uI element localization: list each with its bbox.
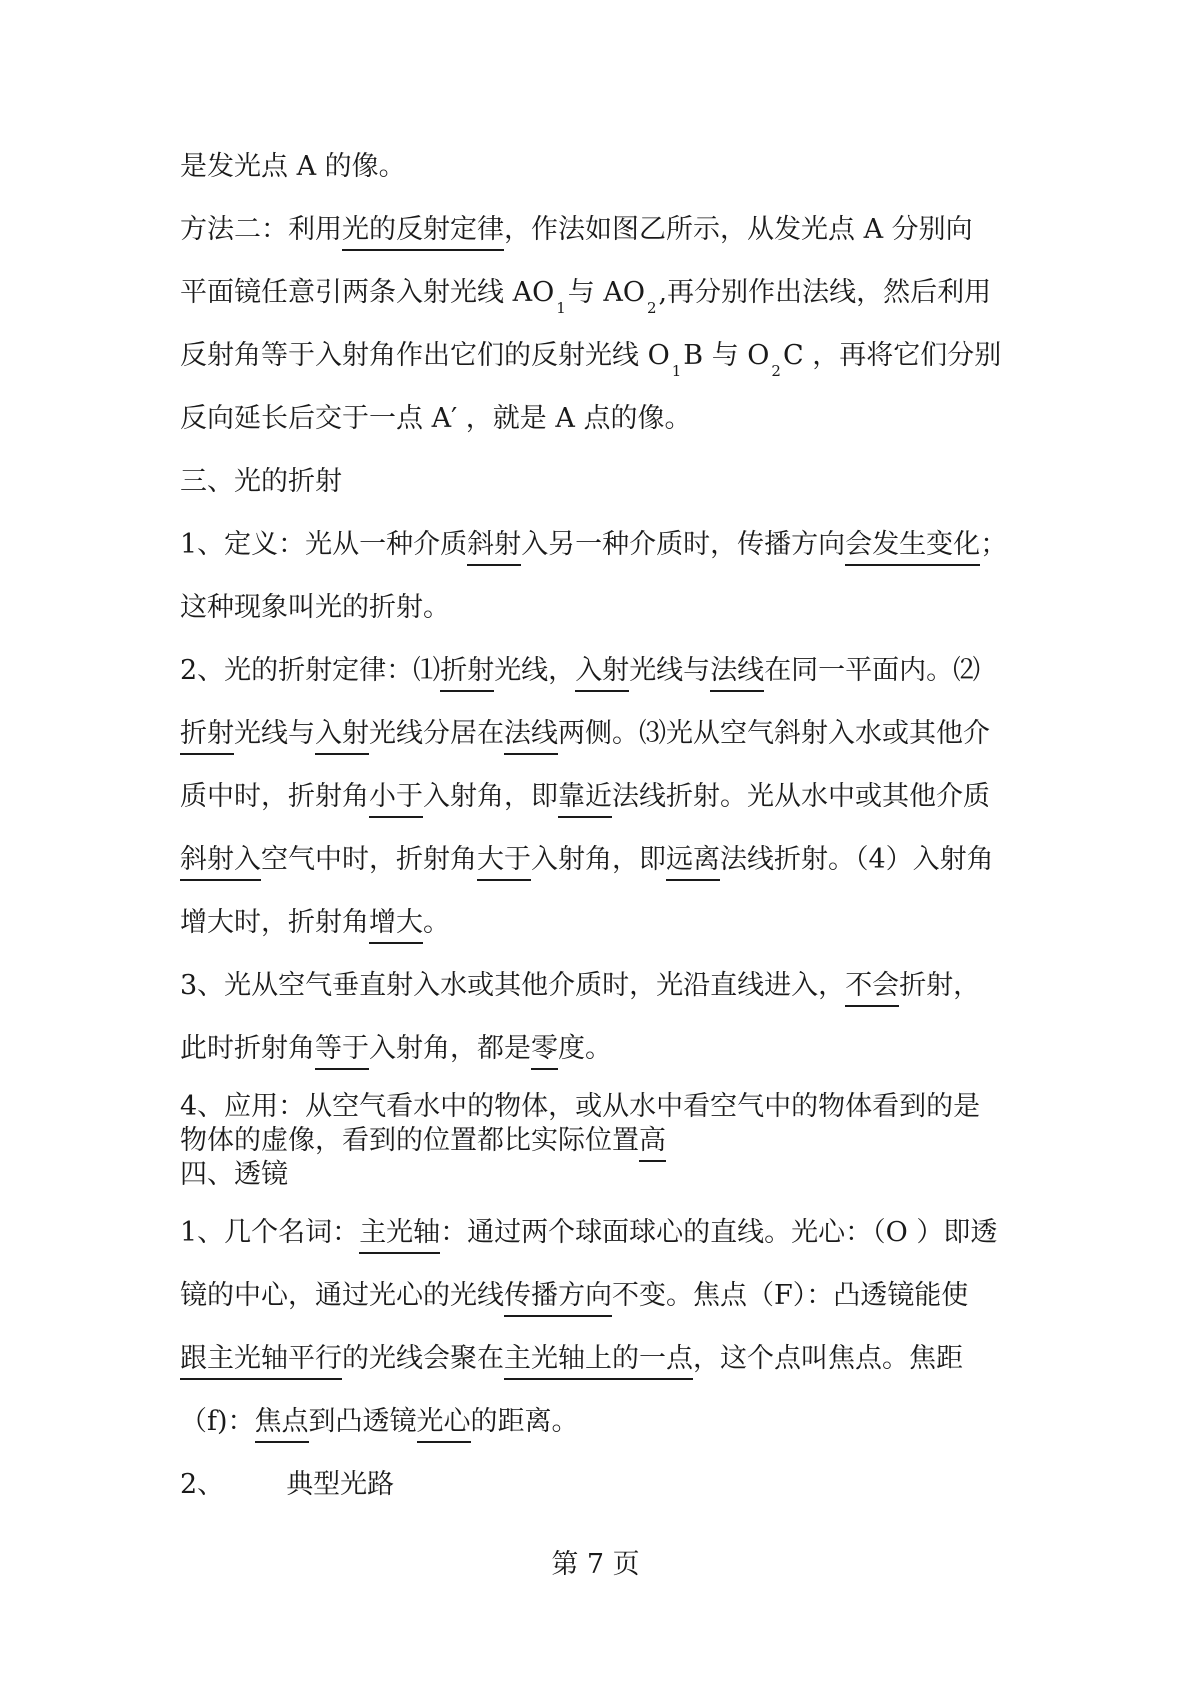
text-line	[180, 717, 990, 751]
text-segment: 光线与	[234, 718, 315, 749]
subscript: 1	[671, 362, 682, 380]
text-segment: 1、几个名词：	[180, 1217, 360, 1248]
answer-blank: 不会	[845, 970, 899, 1007]
answer-blank: 远离	[666, 844, 720, 881]
text-segment: 质中时，折射角	[180, 781, 369, 812]
text-segment: ，这个点叫焦点。焦距	[693, 1343, 963, 1374]
text-line	[180, 402, 691, 436]
text-segment: 光线，	[494, 655, 576, 686]
text-segment: 2、光的折射定律：⑴	[180, 655, 441, 686]
text-line	[180, 780, 990, 814]
text-line	[180, 339, 1002, 380]
text-segment: ；	[980, 529, 1008, 560]
text-segment: 是发光点 A 的像。	[180, 151, 406, 182]
text-line	[180, 1032, 612, 1066]
text-segment: 法线折射。（4）入射角	[720, 844, 994, 875]
text-segment: C ，再将它们分别	[782, 340, 1002, 371]
text-segment: 在同一平面内。⑵	[764, 655, 981, 686]
text-segment: 反射角等于入射角作出它们的反射光线 O	[180, 340, 670, 371]
answer-blank: 法线	[710, 655, 764, 692]
text-segment: 镜的中心，通过光心的光线	[180, 1280, 504, 1311]
text-line	[180, 969, 980, 1003]
text-segment: 增大时，折射角	[180, 907, 369, 938]
text-segment: 到凸透镜	[308, 1406, 417, 1437]
answer-blank: 入射	[575, 655, 629, 692]
text-segment: 入射角，即	[531, 844, 666, 875]
text-line	[180, 1090, 980, 1124]
text-segment: 典型光路	[286, 1469, 395, 1500]
answer-blank: 焦点	[255, 1406, 309, 1443]
text-segment: 三、光的折射	[180, 466, 342, 497]
answer-blank: 法线	[504, 718, 558, 755]
subscript: 2	[646, 299, 657, 317]
page-number: 第 7 页	[551, 1549, 640, 1580]
text-segment: （f)：	[180, 1406, 255, 1437]
text-segment: 四、透镜	[180, 1159, 288, 1190]
answer-blank: 跟主光轴平行	[180, 1343, 342, 1380]
text-segment: 空气中时，折射角	[261, 844, 477, 875]
text-segment: 4、应用：从空气看水中的物体，或从水中看空气中的物体看到的是	[180, 1091, 981, 1122]
answer-blank: 折射	[440, 655, 494, 692]
text-segment: 折射，	[899, 970, 981, 1001]
subscript: 1	[556, 299, 566, 317]
text-line	[180, 528, 1007, 562]
text-segment: 光线与	[629, 655, 711, 686]
text-segment: 光线分居在	[369, 718, 504, 749]
answer-blank: 主光轴上的一点	[504, 1343, 693, 1380]
text-line	[180, 1342, 963, 1376]
subscript: 2	[771, 362, 781, 380]
answer-blank: 入射	[315, 718, 369, 755]
answer-blank: 等于	[315, 1033, 369, 1070]
text-line	[180, 906, 450, 940]
text-segment: 此时折射角	[180, 1033, 315, 1064]
text-line	[180, 591, 450, 625]
text-segment: 两侧。⑶光从空气斜射入水或其他介	[558, 718, 990, 749]
text-line	[180, 1158, 288, 1192]
text-line	[180, 276, 992, 317]
answer-blank: 折射	[180, 718, 234, 755]
answer-blank: 高	[639, 1125, 666, 1162]
text-segment: 法线折射。光从水中或其他介质	[612, 781, 990, 812]
text-segment: ：通过两个球面球心的直线。光心：（O ）即透	[440, 1217, 998, 1248]
text-segment: 不变。焦点（F）：凸透镜能使	[612, 1280, 969, 1311]
text-segment: 3、光从空气垂直射入水或其他介质时，光沿直线进入，	[180, 970, 846, 1001]
answer-blank: 增大	[369, 907, 423, 944]
text-line	[180, 213, 973, 247]
text-segment: 入射角，即	[423, 781, 558, 812]
text-line	[180, 465, 342, 499]
answer-blank: 传播方向	[504, 1280, 612, 1317]
answer-blank: 斜射入	[180, 844, 261, 881]
answer-blank: 斜射	[467, 529, 521, 566]
answer-blank: 小于	[369, 781, 423, 818]
answer-blank: 光心	[417, 1406, 471, 1443]
answer-blank: 靠近	[558, 781, 612, 818]
text-segment: 物体的虚像，看到的位置都比实际位置	[180, 1125, 639, 1156]
text-segment: B 与 O	[683, 340, 770, 371]
text-segment: ，作法如图乙所示，从发光点 A 分别向	[504, 214, 973, 245]
text-segment: 反向延长后交于一点 A′ ，就是 A 点的像。	[180, 403, 692, 434]
answer-blank: 会发生变化	[845, 529, 980, 566]
text-line	[180, 1468, 394, 1502]
text-line	[180, 1279, 968, 1313]
text-segment: 度。	[558, 1033, 612, 1064]
text-segment: 的光线会聚在	[342, 1343, 504, 1374]
answer-blank: 零	[531, 1033, 558, 1070]
text-segment: 与 AO	[567, 277, 645, 308]
text-line	[180, 654, 980, 688]
text-segment: 1、定义：光从一种介质	[180, 529, 468, 560]
text-line	[180, 1405, 579, 1439]
text-segment: 2、	[180, 1469, 225, 1500]
answer-blank: 光的反射定律	[342, 214, 504, 251]
text-segment: 。	[423, 907, 450, 938]
text-segment: 的距离。	[470, 1406, 579, 1437]
answer-blank: 主光轴	[359, 1217, 440, 1254]
text-segment: ,再分别作出法线，然后利用	[658, 277, 992, 308]
text-segment: 入另一种介质时，传播方向	[521, 529, 846, 560]
text-segment: 方法二：利用	[180, 214, 342, 245]
text-line	[180, 843, 994, 877]
text-line	[180, 1216, 997, 1250]
text-segment: 这种现象叫光的折射。	[180, 592, 450, 623]
text-segment: 平面镜任意引两条入射光线 AO	[180, 277, 555, 308]
text-line	[180, 150, 406, 184]
answer-blank: 大于	[477, 844, 531, 881]
text-line	[180, 1124, 666, 1158]
text-segment: 入射角，都是	[369, 1033, 531, 1064]
